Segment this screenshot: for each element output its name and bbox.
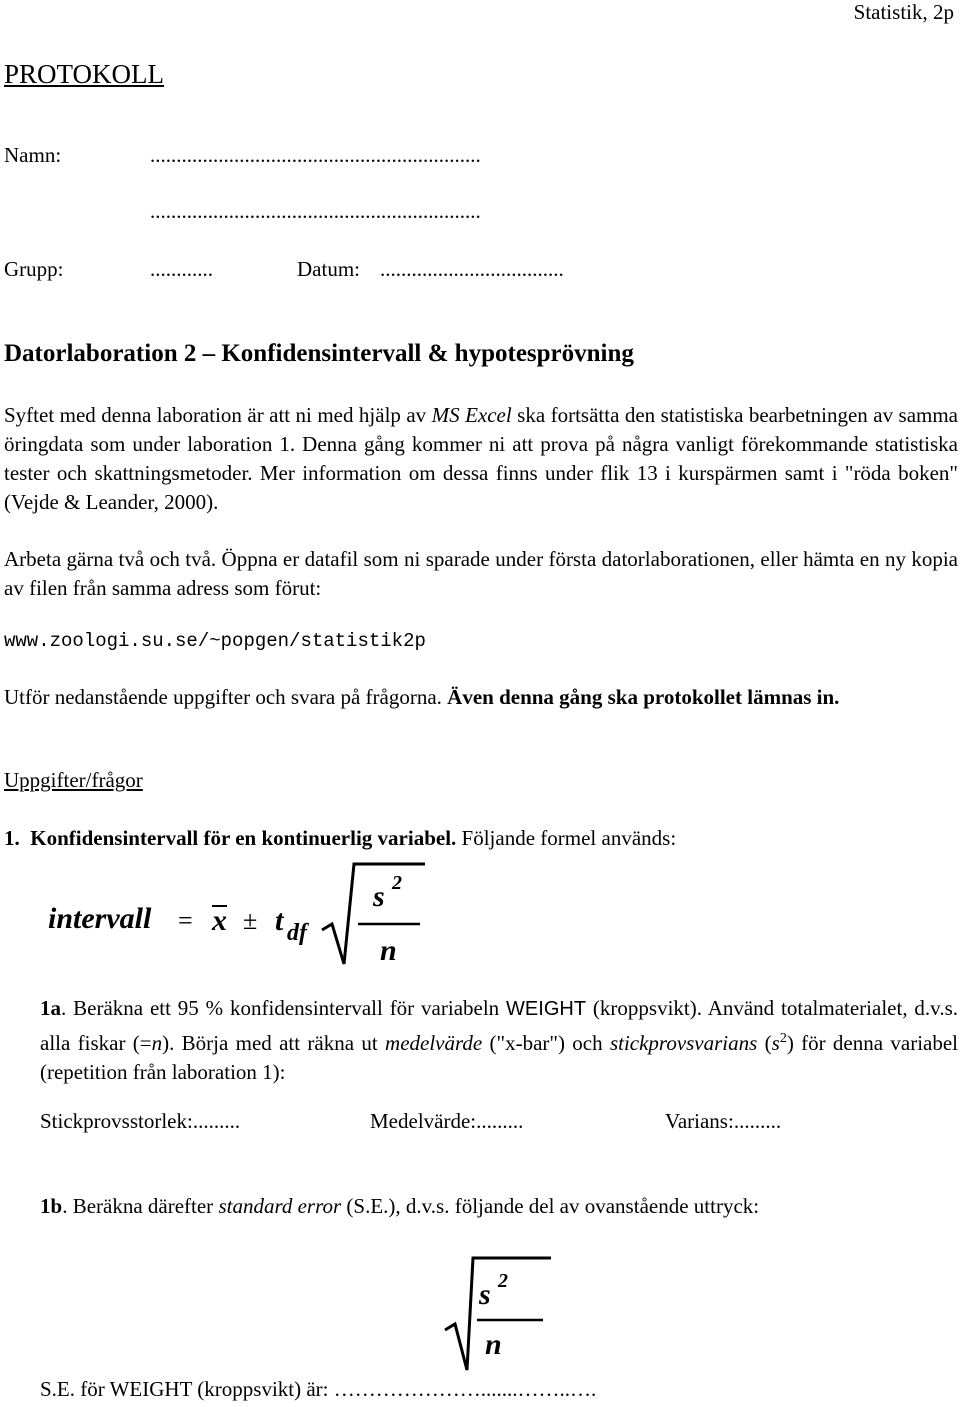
intro-paragraph: Syftet med denna laboration är att ni med hjälp av MS Excel ska fortsätta den statistiska bearbetningen av samma öringdata som under laboration 1. Denna gång kommer ni att prova på några vanligt förekommande statistiska tester och skattningsmetoder. Mer information om dessa finns under flik 13 i kurspärmen samt i "röda boken" (Vejde & Leander, 2000). <box>4 403 958 514</box>
variable-name: WEIGHT <box>506 998 587 1020</box>
submit-paragraph: Utför nedanstående uppgifter och svara på frågorna. Även denna gång ska protokollet lämnas in. <box>4 685 840 709</box>
question-1b: 1b. Beräkna därefter standard error (S.E.), d.v.s. följande del av ovanstående uttryck: <box>40 1194 760 1218</box>
name-field-line-2[interactable]: ............................................................... <box>150 199 481 223</box>
sample-size-field[interactable]: Stickprovsstorlek:......... <box>40 1109 241 1133</box>
group-label: Grupp: <box>4 257 64 281</box>
mean-field[interactable]: Medelvärde:......... <box>370 1109 524 1133</box>
confidence-interval-formula: intervall = x ± t df s 2 n <box>40 858 430 973</box>
square-root-symbol <box>320 858 430 970</box>
variance-field[interactable]: Varians:......... <box>665 1109 782 1133</box>
question-1a: 1a. Beräkna ett 95 % konfidensintervall för variabeln WEIGHT (kroppsvikt). Använd totalmaterialet, d.v.s. alla fiskar (=n). Börja med att räkna ut medelvärde ("x-bar") och stickprovsvarians $(s^2)$ för denna variabel (repetition från laboration 1): <box>40 996 959 1084</box>
name-field-line-1[interactable]: ............................................................... <box>150 143 481 167</box>
date-field[interactable]: ................................... <box>380 257 564 281</box>
standard-error-formula: s 2 n <box>443 1248 555 1376</box>
name-label: Namn: <box>4 143 62 167</box>
date-label: Datum: <box>297 257 360 281</box>
lab-title: Datorlaboration 2 – Konfidensintervall & hypotesprövning <box>4 340 634 367</box>
app-name: MS Excel <box>431 403 512 427</box>
course-header: Statistik, 2p <box>853 0 954 24</box>
instructions-paragraph: Arbeta gärna två och två. Öppna er datafil som ni sparade under första datorlaborationen, eller hämta en ny kopia av filen från samma adress som förut: <box>4 547 958 600</box>
group-field[interactable]: ............ <box>150 257 213 281</box>
se-answer-field[interactable]: S.E. för WEIGHT (kroppsvikt) är: ………………….......……..…. <box>40 1377 597 1401</box>
data-url-link[interactable]: www.zoologi.su.se/~popgen/statistik2p <box>4 630 426 652</box>
tasks-heading: Uppgifter/frågor <box>4 768 143 792</box>
submit-note: Även denna gång ska protokollet lämnas in. <box>447 685 840 709</box>
question-1: 1. Konfidensintervall för en kontinuerlig variabel. Följande formel används: <box>4 826 677 850</box>
document-title: PROTOKOLL <box>4 59 165 89</box>
question-1-title: Konfidensintervall för en kontinuerlig variabel. <box>30 826 457 850</box>
